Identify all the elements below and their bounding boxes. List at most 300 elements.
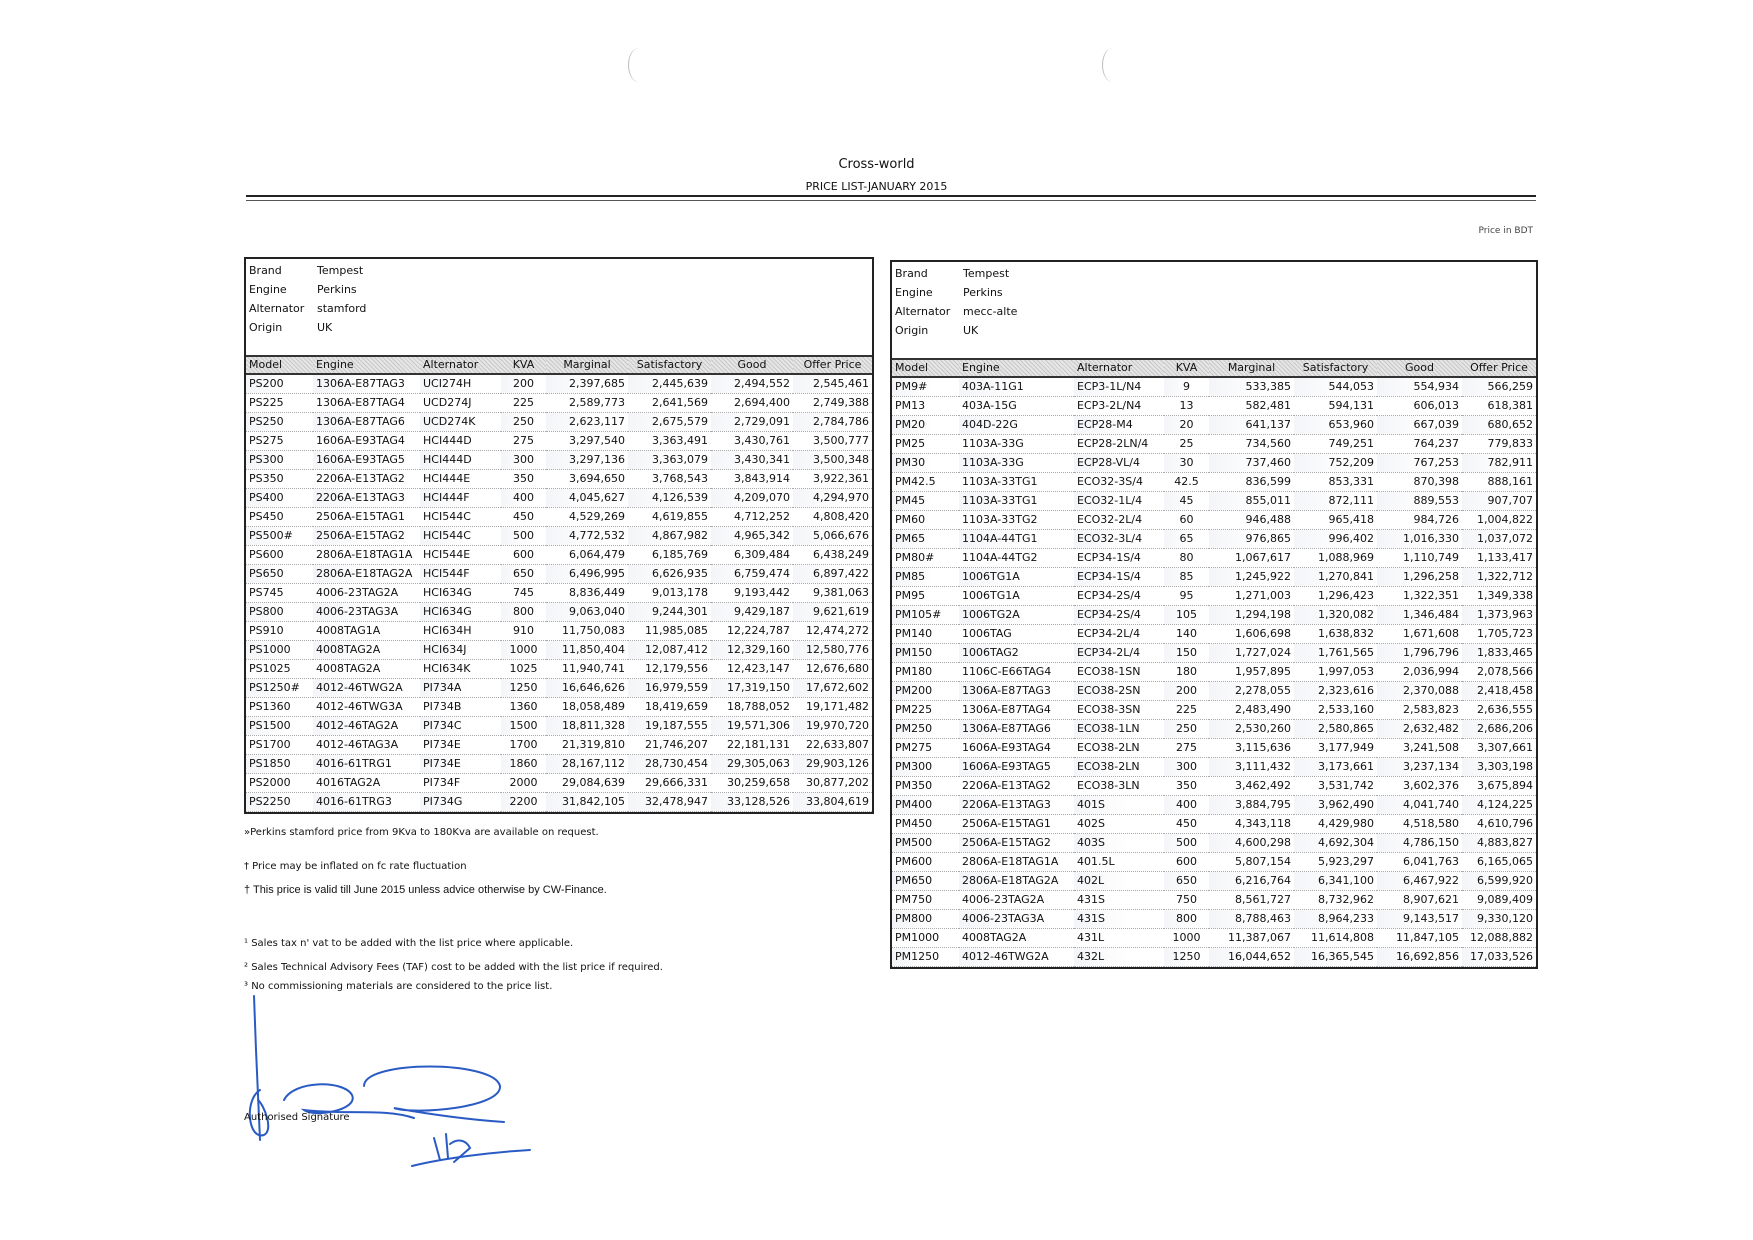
- cell-engine: 2206A-E13TAG3: [313, 489, 420, 508]
- currency-note: Price in BDT: [1478, 226, 1533, 236]
- cell-satisfactory: 29,666,331: [628, 774, 711, 793]
- cell-model: PM200: [892, 682, 959, 701]
- cell-good: 3,430,341: [711, 451, 793, 470]
- cell-good: 16,692,856: [1377, 948, 1462, 967]
- cell-alternator: UCD274J: [420, 394, 501, 413]
- table-row: [892, 568, 1536, 587]
- taf-note: ² Sales Technical Advisory Fees (TAF) cost to be added with the list price if required.: [244, 962, 663, 973]
- cell-engine: 4006-23TAG3A: [313, 603, 420, 622]
- meta-key: Alternator: [249, 302, 305, 315]
- table-row: [246, 584, 872, 603]
- meta-value: Tempest: [317, 264, 364, 277]
- cell-good: 30,259,658: [711, 774, 793, 793]
- cell-engine: 2806A-E18TAG1A: [959, 853, 1074, 872]
- table-row: [892, 644, 1536, 663]
- cell-alternator: 401.5L: [1074, 853, 1164, 872]
- meta-row-alternator: [249, 299, 868, 318]
- cell-satisfactory: 19,187,555: [628, 717, 711, 736]
- punch-hole-left: [628, 48, 649, 82]
- cell-model: PM9#: [892, 377, 959, 397]
- column-header-good: Good: [1377, 359, 1462, 377]
- cell-satisfactory: 653,960: [1294, 416, 1377, 435]
- signature-label: Authorised Signature: [244, 1112, 350, 1123]
- cell-offer-price: 4,610,796: [1462, 815, 1536, 834]
- cell-marginal: 3,111,432: [1209, 758, 1294, 777]
- meta-value: Perkins: [317, 283, 357, 296]
- cell-engine: 1006TG2A: [959, 606, 1074, 625]
- cell-engine: 1006TG1A: [959, 587, 1074, 606]
- cell-satisfactory: 3,962,490: [1294, 796, 1377, 815]
- cell-kva: 1500: [501, 717, 546, 736]
- cell-model: PM250: [892, 720, 959, 739]
- table-row: [246, 622, 872, 641]
- cell-model: PM13: [892, 397, 959, 416]
- column-header-alternator: Alternator: [420, 356, 501, 374]
- table-row: [892, 853, 1536, 872]
- cell-satisfactory: 21,746,207: [628, 736, 711, 755]
- cell-marginal: 4,045,627: [546, 489, 628, 508]
- cell-offer-price: 1,833,465: [1462, 644, 1536, 663]
- cell-good: 984,726: [1377, 511, 1462, 530]
- cell-engine: 403A-11G1: [959, 377, 1074, 397]
- cell-engine: 1103A-33TG1: [959, 492, 1074, 511]
- cell-kva: 1860: [501, 755, 546, 774]
- cell-alternator: 431S: [1074, 910, 1164, 929]
- cell-alternator: UCI274H: [420, 374, 501, 394]
- cell-offer-price: 6,897,422: [793, 565, 872, 584]
- cell-satisfactory: 9,013,178: [628, 584, 711, 603]
- cell-satisfactory: 3,531,742: [1294, 777, 1377, 796]
- cell-engine: 1306A-E87TAG4: [313, 394, 420, 413]
- cell-offer-price: 22,633,807: [793, 736, 872, 755]
- cell-good: 1,346,484: [1377, 606, 1462, 625]
- cell-alternator: ECO32-3L/4: [1074, 530, 1164, 549]
- meta-key: Alternator: [895, 305, 951, 318]
- cell-kva: 25: [1164, 435, 1209, 454]
- cell-offer-price: 3,307,661: [1462, 739, 1536, 758]
- cell-alternator: ECP34-2S/4: [1074, 606, 1164, 625]
- meta-row-engine: [895, 283, 1532, 302]
- table-row: [892, 492, 1536, 511]
- cell-offer-price: 12,580,776: [793, 641, 872, 660]
- cell-kva: 200: [501, 374, 546, 394]
- table-row: [246, 489, 872, 508]
- cell-kva: 745: [501, 584, 546, 603]
- cell-good: 2,583,823: [1377, 701, 1462, 720]
- cell-engine: 1306A-E87TAG3: [313, 374, 420, 394]
- cell-satisfactory: 1,761,565: [1294, 644, 1377, 663]
- cell-engine: 2806A-E18TAG2A: [959, 872, 1074, 891]
- cell-model: PM140: [892, 625, 959, 644]
- table-row: [892, 454, 1536, 473]
- cell-marginal: 11,750,083: [546, 622, 628, 641]
- cell-model: PS400: [246, 489, 313, 508]
- cell-alternator: 431L: [1074, 929, 1164, 948]
- cell-model: PM105#: [892, 606, 959, 625]
- cell-marginal: 9,063,040: [546, 603, 628, 622]
- cell-good: 17,319,150: [711, 679, 793, 698]
- cell-engine: 4012-46TWG3A: [313, 698, 420, 717]
- cell-satisfactory: 6,185,769: [628, 546, 711, 565]
- table-row: [246, 413, 872, 432]
- cell-alternator: 403S: [1074, 834, 1164, 853]
- cell-model: PS2250: [246, 793, 313, 812]
- meta-row-alternator: [895, 302, 1532, 321]
- cell-kva: 20: [1164, 416, 1209, 435]
- cell-alternator: PI734F: [420, 774, 501, 793]
- cell-marginal: 18,058,489: [546, 698, 628, 717]
- cell-alternator: ECP34-2L/4: [1074, 625, 1164, 644]
- cell-offer-price: 3,500,777: [793, 432, 872, 451]
- cell-model: PS910: [246, 622, 313, 641]
- table-row: [892, 377, 1536, 397]
- table-row: [246, 546, 872, 565]
- cell-marginal: 3,694,650: [546, 470, 628, 489]
- cell-marginal: 2,623,117: [546, 413, 628, 432]
- cell-engine: 4008TAG2A: [959, 929, 1074, 948]
- cell-satisfactory: 752,209: [1294, 454, 1377, 473]
- cell-engine: 4012-46TWG2A: [313, 679, 420, 698]
- cell-model: PM25: [892, 435, 959, 454]
- cell-kva: 800: [501, 603, 546, 622]
- cell-satisfactory: 2,580,865: [1294, 720, 1377, 739]
- cell-alternator: ECO38-1LN: [1074, 720, 1164, 739]
- cell-satisfactory: 8,732,962: [1294, 891, 1377, 910]
- cell-good: 6,467,922: [1377, 872, 1462, 891]
- cell-kva: 45: [1164, 492, 1209, 511]
- cell-engine: 4006-23TAG2A: [313, 584, 420, 603]
- cell-kva: 225: [501, 394, 546, 413]
- meta-value: UK: [963, 324, 979, 337]
- cell-kva: 95: [1164, 587, 1209, 606]
- cell-satisfactory: 1,088,969: [1294, 549, 1377, 568]
- cell-offer-price: 3,675,894: [1462, 777, 1536, 796]
- cell-offer-price: 30,877,202: [793, 774, 872, 793]
- cell-alternator: ECO38-2LN: [1074, 739, 1164, 758]
- cell-model: PS650: [246, 565, 313, 584]
- cell-offer-price: 9,381,063: [793, 584, 872, 603]
- cell-model: PS350: [246, 470, 313, 489]
- cell-alternator: 402S: [1074, 815, 1164, 834]
- cell-good: 1,016,330: [1377, 530, 1462, 549]
- cell-kva: 225: [1164, 701, 1209, 720]
- table-row: [246, 641, 872, 660]
- cell-kva: 450: [1164, 815, 1209, 834]
- cell-marginal: 836,599: [1209, 473, 1294, 492]
- cell-model: PM750: [892, 891, 959, 910]
- price-table: [892, 358, 1536, 967]
- cell-kva: 600: [501, 546, 546, 565]
- cell-good: 1,296,258: [1377, 568, 1462, 587]
- cell-model: PM45: [892, 492, 959, 511]
- cell-satisfactory: 4,692,304: [1294, 834, 1377, 853]
- cell-kva: 800: [1164, 910, 1209, 929]
- cell-model: PM150: [892, 644, 959, 663]
- cell-satisfactory: 3,768,543: [628, 470, 711, 489]
- meta-value: stamford: [317, 302, 367, 315]
- meta-row-brand: [895, 264, 1532, 283]
- cell-alternator: HCI444D: [420, 432, 501, 451]
- cell-model: PS450: [246, 508, 313, 527]
- cell-engine: 1306A-E87TAG4: [959, 701, 1074, 720]
- cell-good: 1,110,749: [1377, 549, 1462, 568]
- cell-engine: 4012-46TAG3A: [313, 736, 420, 755]
- cell-good: 554,934: [1377, 377, 1462, 397]
- cell-satisfactory: 2,641,569: [628, 394, 711, 413]
- cell-kva: 1250: [501, 679, 546, 698]
- cell-marginal: 1,067,617: [1209, 549, 1294, 568]
- cell-model: PS1850: [246, 755, 313, 774]
- cell-engine: 2506A-E15TAG2: [959, 834, 1074, 853]
- cell-good: 9,143,517: [1377, 910, 1462, 929]
- cell-offer-price: 2,418,458: [1462, 682, 1536, 701]
- column-header-kva: KVA: [501, 356, 546, 374]
- cell-alternator: ECP34-2S/4: [1074, 587, 1164, 606]
- cell-marginal: 737,460: [1209, 454, 1294, 473]
- cell-offer-price: 3,500,348: [793, 451, 872, 470]
- cell-kva: 275: [501, 432, 546, 451]
- price-table: [246, 355, 872, 812]
- cell-model: PM350: [892, 777, 959, 796]
- cell-kva: 910: [501, 622, 546, 641]
- cell-alternator: ECP3-1L/N4: [1074, 377, 1164, 397]
- cell-kva: 350: [1164, 777, 1209, 796]
- cell-alternator: ECP34-1S/4: [1074, 568, 1164, 587]
- punch-hole-right: [1102, 48, 1123, 82]
- cell-good: 2,694,400: [711, 394, 793, 413]
- cell-offer-price: 1,705,723: [1462, 625, 1536, 644]
- cell-good: 4,965,342: [711, 527, 793, 546]
- cell-model: PS1000: [246, 641, 313, 660]
- cell-kva: 80: [1164, 549, 1209, 568]
- document-title: PRICE LIST-JANUARY 2015: [805, 180, 948, 193]
- cell-engine: 1306A-E87TAG6: [313, 413, 420, 432]
- signature-strokes: [250, 996, 530, 1166]
- column-header-model: Model: [246, 356, 313, 374]
- cell-alternator: HCI634H: [420, 622, 501, 641]
- cell-satisfactory: 996,402: [1294, 530, 1377, 549]
- cell-satisfactory: 3,177,949: [1294, 739, 1377, 758]
- cell-kva: 9: [1164, 377, 1209, 397]
- cell-engine: 2806A-E18TAG1A: [313, 546, 420, 565]
- cell-kva: 400: [1164, 796, 1209, 815]
- cell-kva: 150: [1164, 644, 1209, 663]
- cell-good: 4,209,070: [711, 489, 793, 508]
- cell-good: 767,253: [1377, 454, 1462, 473]
- cell-marginal: 29,084,639: [546, 774, 628, 793]
- cell-kva: 13: [1164, 397, 1209, 416]
- cell-kva: 65: [1164, 530, 1209, 549]
- cell-kva: 300: [1164, 758, 1209, 777]
- cell-good: 764,237: [1377, 435, 1462, 454]
- table-header-row: [892, 359, 1536, 377]
- cell-offer-price: 4,808,420: [793, 508, 872, 527]
- cell-marginal: 21,319,810: [546, 736, 628, 755]
- cell-satisfactory: 28,730,454: [628, 755, 711, 774]
- cell-kva: 1250: [1164, 948, 1209, 967]
- meta-row-brand: [249, 261, 868, 280]
- cell-alternator: UCD274K: [420, 413, 501, 432]
- cell-good: 6,759,474: [711, 565, 793, 584]
- cell-offer-price: 1,133,417: [1462, 549, 1536, 568]
- cell-model: PM800: [892, 910, 959, 929]
- cell-alternator: PI734E: [420, 755, 501, 774]
- cell-marginal: 2,530,260: [1209, 720, 1294, 739]
- cell-model: PM180: [892, 663, 959, 682]
- cell-model: PS275: [246, 432, 313, 451]
- cell-good: 606,013: [1377, 397, 1462, 416]
- table-row: [892, 910, 1536, 929]
- column-header-model: Model: [892, 359, 959, 377]
- meta-key: Origin: [895, 324, 929, 337]
- meta-row-origin: [895, 321, 1532, 340]
- cell-marginal: 2,589,773: [546, 394, 628, 413]
- cell-alternator: ECO38-3SN: [1074, 701, 1164, 720]
- cell-offer-price: 17,672,602: [793, 679, 872, 698]
- cell-model: PS1360: [246, 698, 313, 717]
- cell-kva: 180: [1164, 663, 1209, 682]
- cell-satisfactory: 3,363,079: [628, 451, 711, 470]
- cell-satisfactory: 16,365,545: [1294, 948, 1377, 967]
- cell-marginal: 976,865: [1209, 530, 1294, 549]
- table-row: [246, 527, 872, 546]
- table-row: [892, 530, 1536, 549]
- cell-satisfactory: 2,675,579: [628, 413, 711, 432]
- cell-engine: 404D-22G: [959, 416, 1074, 435]
- table-row: [892, 473, 1536, 492]
- cell-marginal: 8,836,449: [546, 584, 628, 603]
- cell-kva: 200: [1164, 682, 1209, 701]
- cell-good: 6,309,484: [711, 546, 793, 565]
- cell-model: PS225: [246, 394, 313, 413]
- cell-good: 1,322,351: [1377, 587, 1462, 606]
- cell-satisfactory: 3,173,661: [1294, 758, 1377, 777]
- cell-kva: 85: [1164, 568, 1209, 587]
- table-row: [246, 394, 872, 413]
- cell-offer-price: 782,911: [1462, 454, 1536, 473]
- cell-alternator: PI734G: [420, 793, 501, 812]
- table-row: [892, 720, 1536, 739]
- cell-kva: 350: [501, 470, 546, 489]
- cell-satisfactory: 1,270,841: [1294, 568, 1377, 587]
- cell-good: 2,494,552: [711, 374, 793, 394]
- column-header-kva: KVA: [1164, 359, 1209, 377]
- cell-offer-price: 2,078,566: [1462, 663, 1536, 682]
- cell-offer-price: 1,004,822: [1462, 511, 1536, 530]
- cell-marginal: 2,397,685: [546, 374, 628, 394]
- cell-marginal: 6,496,995: [546, 565, 628, 584]
- cell-model: PM225: [892, 701, 959, 720]
- cell-marginal: 4,529,269: [546, 508, 628, 527]
- commissioning-note: ³ No commissioning materials are considered to the price list.: [244, 981, 553, 992]
- cell-engine: 1104A-44TG2: [959, 549, 1074, 568]
- cell-offer-price: 2,686,206: [1462, 720, 1536, 739]
- cell-offer-price: 3,922,361: [793, 470, 872, 489]
- price-table-mecc-alte: [890, 260, 1538, 969]
- meta-value: Perkins: [963, 286, 1003, 299]
- table-row: [246, 793, 872, 812]
- cell-offer-price: 907,707: [1462, 492, 1536, 511]
- cell-alternator: ECO32-1L/4: [1074, 492, 1164, 511]
- table-row: [892, 872, 1536, 891]
- cell-model: PS2000: [246, 774, 313, 793]
- cell-engine: 4016-61TRG1: [313, 755, 420, 774]
- cell-marginal: 4,772,532: [546, 527, 628, 546]
- cell-model: PM80#: [892, 549, 959, 568]
- perkins-note: »Perkins stamford price from 9Kva to 180Kva are available on request.: [244, 827, 599, 838]
- cell-satisfactory: 544,053: [1294, 377, 1377, 397]
- table-row: [246, 717, 872, 736]
- cell-good: 1,796,796: [1377, 644, 1462, 663]
- cell-good: 2,632,482: [1377, 720, 1462, 739]
- cell-good: 8,907,621: [1377, 891, 1462, 910]
- cell-offer-price: 12,474,272: [793, 622, 872, 641]
- cell-alternator: ECP28-M4: [1074, 416, 1164, 435]
- cell-satisfactory: 4,619,855: [628, 508, 711, 527]
- cell-kva: 750: [1164, 891, 1209, 910]
- cell-offer-price: 4,294,970: [793, 489, 872, 508]
- cell-satisfactory: 1,997,053: [1294, 663, 1377, 682]
- cell-alternator: PI734B: [420, 698, 501, 717]
- cell-model: PM275: [892, 739, 959, 758]
- cell-kva: 1000: [501, 641, 546, 660]
- cell-engine: 4008TAG2A: [313, 660, 420, 679]
- cell-satisfactory: 5,923,297: [1294, 853, 1377, 872]
- cell-offer-price: 6,438,249: [793, 546, 872, 565]
- cell-kva: 1360: [501, 698, 546, 717]
- cell-alternator: HCI544C: [420, 508, 501, 527]
- meta-row-origin: [249, 318, 868, 337]
- cell-good: 9,429,187: [711, 603, 793, 622]
- cell-kva: 140: [1164, 625, 1209, 644]
- cell-offer-price: 6,599,920: [1462, 872, 1536, 891]
- cell-offer-price: 618,381: [1462, 397, 1536, 416]
- table-row: [892, 435, 1536, 454]
- column-header-marginal: Marginal: [1209, 359, 1294, 377]
- cell-engine: 2506A-E15TAG1: [959, 815, 1074, 834]
- cell-alternator: HCI544E: [420, 546, 501, 565]
- cell-marginal: 1,245,922: [1209, 568, 1294, 587]
- cell-alternator: ECP28-VL/4: [1074, 454, 1164, 473]
- table-row: [246, 508, 872, 527]
- meta-key: Brand: [249, 264, 282, 277]
- cell-offer-price: 779,833: [1462, 435, 1536, 454]
- cell-model: PM95: [892, 587, 959, 606]
- cell-offer-price: 19,970,720: [793, 717, 872, 736]
- cell-satisfactory: 18,419,659: [628, 698, 711, 717]
- table-row: [892, 587, 1536, 606]
- table-row: [246, 660, 872, 679]
- cell-model: PS745: [246, 584, 313, 603]
- cell-marginal: 4,600,298: [1209, 834, 1294, 853]
- cell-engine: 1606A-E93TAG4: [313, 432, 420, 451]
- cell-satisfactory: 2,323,616: [1294, 682, 1377, 701]
- cell-marginal: 3,297,540: [546, 432, 628, 451]
- cell-offer-price: 6,165,065: [1462, 853, 1536, 872]
- cell-model: PM42.5: [892, 473, 959, 492]
- table-row: [892, 948, 1536, 967]
- cell-engine: 2506A-E15TAG2: [313, 527, 420, 546]
- cell-marginal: 31,842,105: [546, 793, 628, 812]
- cell-kva: 2200: [501, 793, 546, 812]
- price-table-stamford: [244, 257, 874, 814]
- cell-kva: 1700: [501, 736, 546, 755]
- cell-alternator: 431S: [1074, 891, 1164, 910]
- cell-engine: 1306A-E87TAG3: [959, 682, 1074, 701]
- cell-engine: 4016-61TRG3: [313, 793, 420, 812]
- table-row: [246, 565, 872, 584]
- cell-engine: 1606A-E93TAG4: [959, 739, 1074, 758]
